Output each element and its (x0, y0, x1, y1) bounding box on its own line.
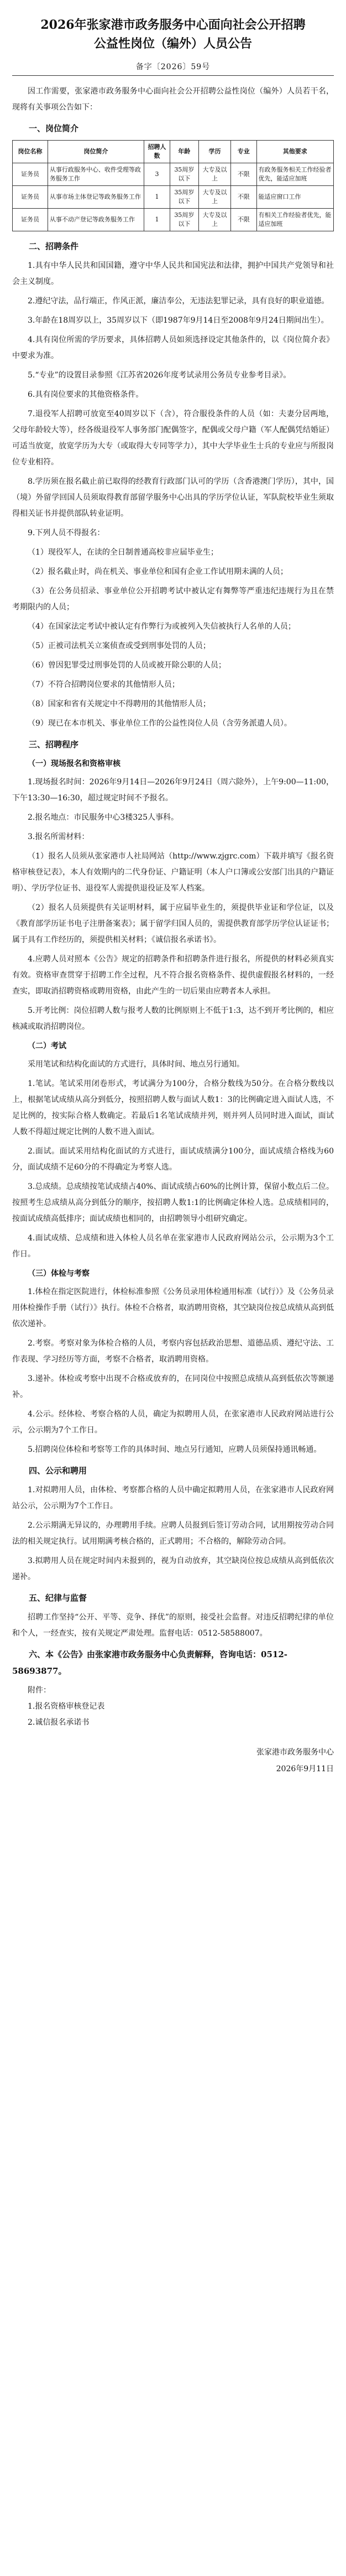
positions-header-row (13, 141, 334, 163)
body-paragraph: 2.考察。考察对象为体检合格的人员，考察内容包括政治思想、道德品质、遵纪守法、工作表现、学习经历等方面，考察不合格者，取消聘用资格。 (12, 1339, 334, 1364)
table-cell: 35周岁以下 (170, 186, 198, 209)
intro-paragraph: 因工作需要，张家港市政务服务中心面向社会公开招聘公益性岗位（编外）人员若干名，现将有关事项公告如下： (12, 87, 334, 112)
body-paragraph: 4.具有岗位所需的学历要求，具体招聘人员如须选择设定其他条件的，以《岗位简介表》中要求为准。 (12, 335, 334, 360)
page-title (12, 15, 334, 53)
table-cell: 从事不动产登记等政务服务工作 (48, 209, 144, 231)
signature-date: 2026年9月11日 (276, 1765, 334, 1773)
body-paragraph: 3.报名所需材料： (28, 832, 90, 841)
table-cell: 1 (144, 186, 170, 209)
body-paragraph: （4）在国家法定考试中被认定有作弊行为或被列入失信被执行人名单的人员； (28, 622, 296, 631)
table-cell: 从事行政服务中心、收件受理等政务服务工作 (48, 163, 144, 186)
table-row (13, 163, 334, 186)
header-cell: 其他要求 (256, 141, 333, 163)
header-cell: 学历 (198, 141, 230, 163)
attachments-label: 附件： (28, 1686, 51, 1695)
section-3-sub-2-heading: （二）考试 (28, 1042, 66, 1051)
table-cell: 证务员 (13, 209, 48, 231)
body-paragraph: 5.招聘岗位体检和考察等工作的具体时间、地点另行通知，应聘人员须保持通讯畅通。 (28, 1445, 322, 1454)
body-paragraph: 8.学历须在报名截止前已取得的经教育行政部门认可的学历（含香港澳门学历），其中，国（境）外留学回国人员须取得教育部留学服务中心出具的学历学位认证，军队院校毕业生须取得相关证书并提供部队转业证明。 (12, 477, 334, 518)
body-paragraph: 4.公示。经体检、考察合格的人员，确定为拟聘用人员，在张家港市人民政府网站进行公示，公示期为7个工作日。 (12, 1410, 334, 1435)
body-paragraph: （9）现已在本市机关、事业单位工作的公益性岗位人员（含劳务派遣人员）。 (28, 719, 292, 728)
header-cell: 岗位名称 (13, 141, 48, 163)
table-cell: 大专及以上 (198, 186, 230, 209)
body-paragraph: （1）现役军人，在读的全日制普通高校非应届毕业生； (28, 548, 218, 557)
table-cell: 大专及以上 (198, 163, 230, 186)
body-paragraph: 3.年龄在18周岁以上，35周岁以下（即1987年9月14日至2008年9月24日期间出生）。 (28, 316, 329, 325)
body-paragraph: 1.对拟聘用人员，由体检、考察都合格的人员中确定拟聘用人员，在张家港市人民政府网站公示，公示期为7个工作日。 (12, 1486, 334, 1511)
body-paragraph: 5.开考比例：岗位招聘人数与报考人数的比例原则上不低于1:3，达不到开考比例的，相应核减或取消招聘岗位。 (12, 1006, 334, 1031)
title-line-2: 公益性岗位（编外）人员公告 (93, 37, 252, 51)
table-cell: 不限 (231, 163, 256, 186)
table-cell: 能适应窗口工作 (256, 186, 333, 209)
document-number: 备字〔2026〕59号 (135, 63, 211, 71)
body-paragraph: 2.遵纪守法，品行端正，作风正派，廉洁奉公，无违法犯罪记录，具有良好的职业道德。 (28, 297, 329, 306)
table-cell: 有政务服务相关工作经验者优先，能适应加班 (256, 163, 333, 186)
section-5-heading: 五、纪律与监督 (29, 1593, 87, 1603)
section-3-sub-2-body (12, 1057, 334, 1263)
section-3-heading: 三、招聘程序 (29, 739, 79, 749)
body-paragraph: 3.递补。体检或考察中出现不合格或放弃的，在同岗位中按照总成绩从高到低依次等额递补。 (12, 1374, 334, 1399)
section-2-heading: 二、招聘条件 (29, 241, 79, 251)
body-paragraph: 采用笔试和结构化面试的方式进行，具体时间、地点另行通知。 (28, 1060, 244, 1069)
announcement-page (12, 0, 334, 1799)
body-paragraph: 1.现场报名时间：2026年9月14日—2026年9月24日（周六除外），上午9:00—11:00，下午13:30—16:30，超过规定时间不予报名。 (12, 778, 334, 803)
body-paragraph: 9.下列人员不得报名： (28, 529, 105, 537)
body-paragraph: （1）报名人员须从张家港市人社局网站（http://www.zjgrc.com）下载并填写《报名资格审核登记表》，本人有效期内的二代身份证、户籍证明（本人户口簿或公安部门出具的户籍证明）、学历学位证书、退役军人需提供退役证及军人档案。 (12, 852, 334, 893)
section-3-sub-3-heading: （三）体检与考察 (28, 1269, 90, 1278)
body-paragraph: 4.面试成绩、总成绩和进入体检人员名单在张家港市人民政府网站公示，公示期为3个工作日。 (12, 1234, 334, 1259)
table-cell: 证务员 (13, 163, 48, 186)
section-3-sub-1-body (12, 774, 334, 1035)
body-paragraph: 1.笔试。笔试采用闭卷形式，考试满分为100分，合格分数线为50分。在合格分数线以上，根据笔试成绩从高分到低分，按照招聘人数与面试人数1：3的比例确定进入面试人选，不足比例的，按实际合格人数确定。若最后1名笔试成绩并列，则并列人员同时进入面试，面试人数不得超过规定比例的人数不进入面试。 (12, 1079, 334, 1136)
body-paragraph: （6）曾因犯罪受过刑事处罚的人员或被开除公职的人员； (28, 661, 226, 670)
body-paragraph: （2）报名截止时，尚在机关、事业单位和国有企业工作试用期未满的人员； (28, 567, 288, 576)
title-line-1: 2026年张家港市政务服务中心面向社会公开招聘 (40, 18, 306, 32)
header-cell: 岗位简介 (48, 141, 144, 163)
positions-table (12, 140, 334, 231)
body-paragraph: （2）报名人员须提供有关证明材料，属于应届毕业生的，须提供毕业证和学位证，以及《教育部学历证书电子注册备案表》；属于留学归国人员的，需提供教育部学历学位认证证书；属于具有工作经历的，须提供相关材料；《诚信报名承诺书》。 (12, 903, 334, 944)
body-paragraph: （8）国家和省有关规定中不得聘用的其他情形人员； (28, 700, 211, 708)
table-cell: 35周岁以下 (170, 209, 198, 231)
title-divider (12, 75, 334, 76)
table-cell: 有相关工作经验者优先，能适应加班 (256, 209, 333, 231)
body-paragraph: （7）不符合招聘岗位要求的其他情形人员； (28, 680, 180, 689)
table-row (13, 186, 334, 209)
section-6-heading: 六、本《公告》由张家港市政务服务中心负责解释，咨询电话：0512-58693877。 (12, 1649, 287, 1676)
section-4-body (12, 1482, 334, 1585)
body-paragraph: 7.退役军人招聘可放宽至40周岁以下（含），符合服役条件的人员（如：夫妻分居两地，父母年龄较大等），经各级退役军人事务部门配偶签字，配偶或父母户籍（军人配偶凭结婚证）可适当放宽，放宽学历为大专（或取得大专同等学力），其中大学毕业生士兵的专业应与所报岗位专业相符。 (12, 410, 334, 467)
section-3-sub-1-heading: （一）现场报名和资格审核 (28, 759, 120, 768)
header-cell: 专业 (231, 141, 256, 163)
section-3-sub-3-body (12, 1284, 334, 1458)
body-paragraph: 招聘工作坚持“公开、平等、竞争、择优”的原则，接受社会监督。对违反招聘纪律的单位和个人，一经查实，按有关规定严肃处理。监督电话：0512-58588007。 (12, 1613, 334, 1638)
table-cell: 1 (144, 209, 170, 231)
section-4-heading: 四、公示和聘用 (29, 1466, 87, 1476)
body-paragraph: 2.面试。面试采用结构化面试的方式进行，面试成绩满分100分，面试成绩合格线为60分，面试成绩不足60分的不得确定为考察人选。 (12, 1147, 334, 1172)
body-paragraph: 6.具有岗位要求的其他资格条件。 (28, 390, 144, 399)
table-cell: 大专及以上 (198, 209, 230, 231)
body-paragraph: 5.“专业”的设置目录参照《江苏省2026年度考试录用公务员专业参考目录》。 (28, 371, 291, 380)
table-cell: 证务员 (13, 186, 48, 209)
table-cell: 35周岁以下 (170, 163, 198, 186)
attachment-link[interactable]: 1.报名资格审核登记表 (28, 1702, 105, 1711)
section-2-exclusion-list (12, 545, 334, 732)
body-paragraph: 2.公示期满无异议的，办理聘用手续。应聘人员报到后签订劳动合同，试用期按劳动合同法的相关规定执行。试用期满考核合格的，正式聘用；不合格的，解除劳动合同。 (12, 1521, 334, 1546)
table-cell: 从事市场主体登记等政务服务工作 (48, 186, 144, 209)
body-paragraph: （3）在公务员招录、事业单位公开招聘考试中被认定有舞弊等严重违纪违规行为且在禁考期限内的人员； (12, 587, 334, 612)
table-cell: 不限 (231, 209, 256, 231)
table-cell: 不限 (231, 186, 256, 209)
header-cell: 招聘人数 (144, 141, 170, 163)
section-5-body (12, 1610, 334, 1642)
body-paragraph: 1.体检在指定医院进行，体检标准参照《公务员录用体检通用标准（试行）》及《公务员录用体检操作手册（试行）》执行。体检不合格者，取消聘用资格，其空缺岗位按总成绩从高到低依次递补。 (12, 1287, 334, 1328)
body-paragraph: 3.总成绩。总成绩按笔试成绩占40%、面试成绩占60%的比例计算，保留小数点后二位。按照考生总成绩从高分到低分的顺序，按招聘人数1:1的比例确定体检人选。总成绩相同的，按面试成绩高低排序；面试成绩也相同的，由招聘领导小组研究确定。 (12, 1182, 334, 1223)
body-paragraph: 2.报名地点：市民服务中心3楼325人事科。 (28, 813, 179, 822)
attachment-link[interactable]: 2.诚信报名承诺书 (28, 1718, 90, 1727)
body-paragraph: （5）正被司法机关立案侦查或受到刑事处罚的人员； (28, 642, 211, 650)
table-cell: 3 (144, 163, 170, 186)
body-paragraph: 4.应聘人员对照本《公告》规定的招聘条件和招聘条件进行报名，所提供的材料必须真实有效。资格审查贯穿于招聘工作全过程，凡不符合报名资格条件、提供虚假报名材料的，一经查实，即取消招聘资格或聘用资格，由此产生的一切后果由应聘者本人承担。 (12, 955, 334, 996)
signature-org: 张家港市政务服务中心 (256, 1748, 334, 1757)
signature-block (12, 1744, 334, 1777)
section-2-body (12, 258, 334, 541)
table-row (13, 209, 334, 231)
section-1-heading: 一、岗位简介 (29, 123, 79, 133)
body-paragraph: 3.拟聘用人员在规定时间内未报到的，视为自动放弃，其空缺岗位按总成绩从高到低依次递补。 (12, 1556, 334, 1581)
body-paragraph: 1.具有中华人民共和国国籍，遵守中华人民共和国宪法和法律，拥护中国共产党领导和社会主义制度。 (12, 261, 334, 286)
header-cell: 年龄 (170, 141, 198, 163)
